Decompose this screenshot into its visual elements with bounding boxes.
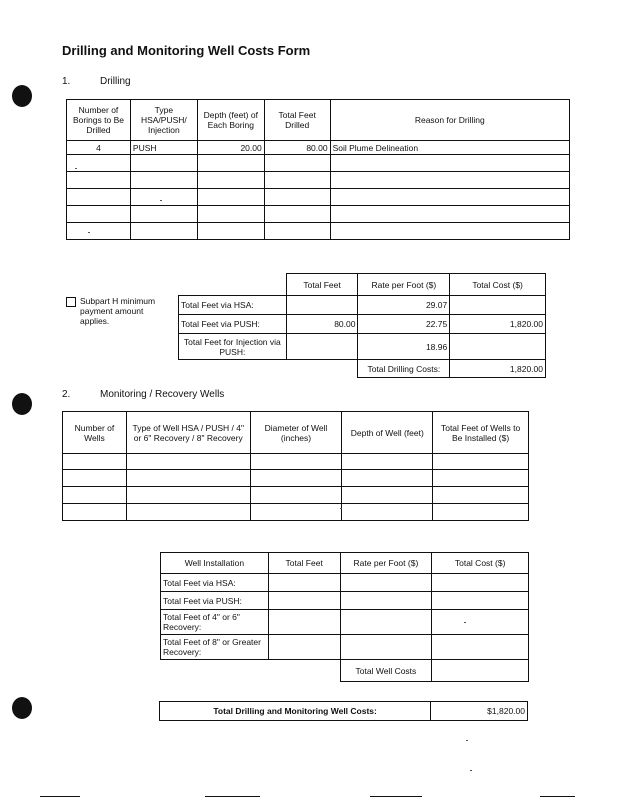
signature-line xyxy=(370,796,422,797)
table-row xyxy=(67,206,570,223)
table-cell[interactable] xyxy=(432,635,529,660)
install-header-total-feet: Total Feet xyxy=(268,553,340,574)
table-row xyxy=(67,141,570,155)
wells-header-total-feet: Total Feet of Wells to Be Installed ($) xyxy=(433,412,529,454)
costs-feet-injection[interactable] xyxy=(286,334,358,360)
drilling-header-total-feet: Total Feet Drilled xyxy=(264,100,330,141)
table-row xyxy=(63,487,529,504)
scan-speck xyxy=(466,740,468,741)
costs-cost-push[interactable]: 1,820.00 xyxy=(450,315,546,334)
table-cell[interactable] xyxy=(63,454,127,470)
table-cell[interactable] xyxy=(264,172,330,189)
drilling-table xyxy=(66,99,570,240)
table-cell[interactable] xyxy=(433,454,529,470)
table-cell[interactable] xyxy=(330,206,569,223)
costs-rate-push[interactable]: 22.75 xyxy=(358,315,450,334)
costs-label-push: Total Feet via PUSH: xyxy=(179,315,287,334)
table-cell[interactable] xyxy=(433,504,529,521)
table-cell[interactable] xyxy=(330,172,569,189)
table-cell[interactable] xyxy=(67,172,131,189)
section2-number: 2. xyxy=(62,389,71,400)
install-label-8-recovery: Total Feet of 8" or Greater Recovery: xyxy=(161,635,269,660)
install-header-total-cost: Total Cost ($) xyxy=(432,553,529,574)
table-row xyxy=(63,504,529,521)
install-label-push: Total Feet via PUSH: xyxy=(161,592,269,610)
table-cell[interactable] xyxy=(340,610,432,635)
table-cell[interactable] xyxy=(264,206,330,223)
table-cell[interactable]: Soil Plume Delineation xyxy=(330,141,569,155)
table-cell[interactable] xyxy=(342,454,433,470)
table-cell[interactable]: 80.00 xyxy=(264,141,330,155)
well-installation-table xyxy=(160,552,529,682)
table-cell[interactable] xyxy=(330,155,569,172)
costs-feet-push[interactable]: 80.00 xyxy=(286,315,358,334)
table-cell[interactable] xyxy=(268,574,340,592)
table-cell[interactable] xyxy=(250,487,342,504)
grand-total-value[interactable]: $1,820.00 xyxy=(431,702,528,721)
table-row xyxy=(67,172,570,189)
table-cell[interactable] xyxy=(250,504,342,521)
table-cell[interactable] xyxy=(63,487,127,504)
table-cell[interactable] xyxy=(130,189,197,206)
table-cell[interactable] xyxy=(330,223,569,240)
table-row xyxy=(161,610,529,635)
table-cell[interactable] xyxy=(264,223,330,240)
table-cell[interactable]: 4 xyxy=(67,141,131,155)
table-cell[interactable] xyxy=(330,189,569,206)
table-row xyxy=(179,315,546,334)
wells-header-number: Number of Wells xyxy=(63,412,127,454)
table-cell[interactable] xyxy=(197,223,264,240)
table-cell[interactable] xyxy=(67,223,131,240)
table-cell[interactable] xyxy=(126,470,250,487)
install-header-rate: Rate per Foot ($) xyxy=(340,553,432,574)
costs-header-rate: Rate per Foot ($) xyxy=(358,274,450,296)
page-title: Drilling and Monitoring Well Costs Form xyxy=(62,43,311,58)
wells-header-type: Type of Well HSA / PUSH / 4" or 6" Recovery / 8" Recovery xyxy=(126,412,250,454)
table-row xyxy=(63,454,529,470)
table-cell[interactable] xyxy=(250,470,342,487)
punch-hole-top xyxy=(12,85,32,107)
install-label-hsa: Total Feet via HSA: xyxy=(161,574,269,592)
table-cell[interactable]: PUSH xyxy=(130,141,197,155)
table-cell[interactable] xyxy=(268,592,340,610)
wells-header-diameter: Diameter of Well (inches) xyxy=(250,412,342,454)
table-cell[interactable] xyxy=(63,504,127,521)
install-header-label: Well Installation xyxy=(161,553,269,574)
costs-feet-hsa[interactable] xyxy=(286,296,358,315)
grand-total-label: Total Drilling and Monitoring Well Costs: xyxy=(160,702,431,721)
table-cell[interactable] xyxy=(342,487,433,504)
table-cell[interactable] xyxy=(67,206,131,223)
section1-number: 1. xyxy=(62,76,71,87)
table-row xyxy=(179,334,546,360)
table-cell[interactable] xyxy=(264,189,330,206)
table-cell[interactable] xyxy=(130,155,197,172)
subpart-h-checkbox[interactable] xyxy=(66,297,76,307)
table-cell[interactable] xyxy=(340,574,432,592)
scan-speck xyxy=(470,770,472,771)
signature-line xyxy=(40,796,80,797)
drilling-header-reason: Reason for Drilling xyxy=(330,100,569,141)
table-row xyxy=(67,155,570,172)
section1-label: Drilling xyxy=(100,76,131,87)
drilling-header-borings: Number of Borings to Be Drilled xyxy=(67,100,131,141)
table-cell[interactable] xyxy=(130,206,197,223)
costs-cost-injection[interactable] xyxy=(450,334,546,360)
table-cell[interactable] xyxy=(342,504,433,521)
table-cell[interactable] xyxy=(268,610,340,635)
costs-rate-hsa[interactable]: 29.07 xyxy=(358,296,450,315)
table-cell[interactable] xyxy=(197,189,264,206)
table-row xyxy=(161,574,529,592)
grand-total-table xyxy=(159,701,528,721)
wells-header-depth: Depth of Well (feet) xyxy=(342,412,433,454)
signature-line xyxy=(205,796,260,797)
scan-speck xyxy=(88,232,90,233)
total-well-costs-label: Total Well Costs xyxy=(340,660,432,682)
table-cell[interactable] xyxy=(432,574,529,592)
table-row xyxy=(161,635,529,660)
costs-header-total-feet: Total Feet xyxy=(286,274,358,296)
signature-line xyxy=(540,796,575,797)
subpart-h-note: Subpart H minimum payment amount applies. xyxy=(80,296,156,326)
table-cell[interactable] xyxy=(67,189,131,206)
table-cell[interactable] xyxy=(432,592,529,610)
drilling-header-depth: Depth (feet) of Each Boring xyxy=(197,100,264,141)
drilling-costs-table xyxy=(178,273,546,378)
table-row xyxy=(179,296,546,315)
table-cell[interactable] xyxy=(126,487,250,504)
scan-speck xyxy=(464,622,466,623)
punch-hole-middle xyxy=(12,393,32,415)
table-cell[interactable] xyxy=(250,454,342,470)
wells-table xyxy=(62,411,529,521)
table-cell[interactable]: 20.00 xyxy=(197,141,264,155)
table-cell[interactable] xyxy=(130,223,197,240)
costs-cost-hsa[interactable] xyxy=(450,296,546,315)
drilling-header-type: Type HSA/PUSH/ Injection xyxy=(130,100,197,141)
costs-rate-injection[interactable]: 18.96 xyxy=(358,334,450,360)
total-drilling-costs-value[interactable]: 1,820.00 xyxy=(450,360,546,378)
table-cell[interactable] xyxy=(63,470,127,487)
costs-header-total-cost: Total Cost ($) xyxy=(450,274,546,296)
table-cell[interactable] xyxy=(433,470,529,487)
table-cell[interactable] xyxy=(340,592,432,610)
punch-hole-bottom xyxy=(12,697,32,719)
table-cell[interactable] xyxy=(197,155,264,172)
costs-label-hsa: Total Feet via HSA: xyxy=(179,296,287,315)
table-cell[interactable] xyxy=(197,172,264,189)
table-cell[interactable] xyxy=(130,172,197,189)
table-row xyxy=(67,223,570,240)
table-cell[interactable] xyxy=(126,504,250,521)
table-cell[interactable] xyxy=(268,635,340,660)
table-cell[interactable] xyxy=(340,635,432,660)
total-well-costs-value[interactable] xyxy=(432,660,529,682)
scan-speck xyxy=(75,168,77,169)
table-cell[interactable] xyxy=(126,454,250,470)
section2-label: Monitoring / Recovery Wells xyxy=(100,389,225,400)
table-cell[interactable] xyxy=(433,487,529,504)
table-cell[interactable] xyxy=(432,610,529,635)
scan-speck xyxy=(160,200,162,201)
table-row xyxy=(67,189,570,206)
install-label-4-6-recovery: Total Feet of 4" or 6" Recovery: xyxy=(161,610,269,635)
table-row xyxy=(161,592,529,610)
costs-label-injection: Total Feet for Injection via PUSH: xyxy=(179,334,287,360)
table-cell[interactable] xyxy=(197,206,264,223)
scan-speck xyxy=(340,508,342,509)
table-cell[interactable] xyxy=(264,155,330,172)
table-row xyxy=(63,470,529,487)
total-drilling-costs-label: Total Drilling Costs: xyxy=(358,360,450,378)
table-cell[interactable] xyxy=(342,470,433,487)
